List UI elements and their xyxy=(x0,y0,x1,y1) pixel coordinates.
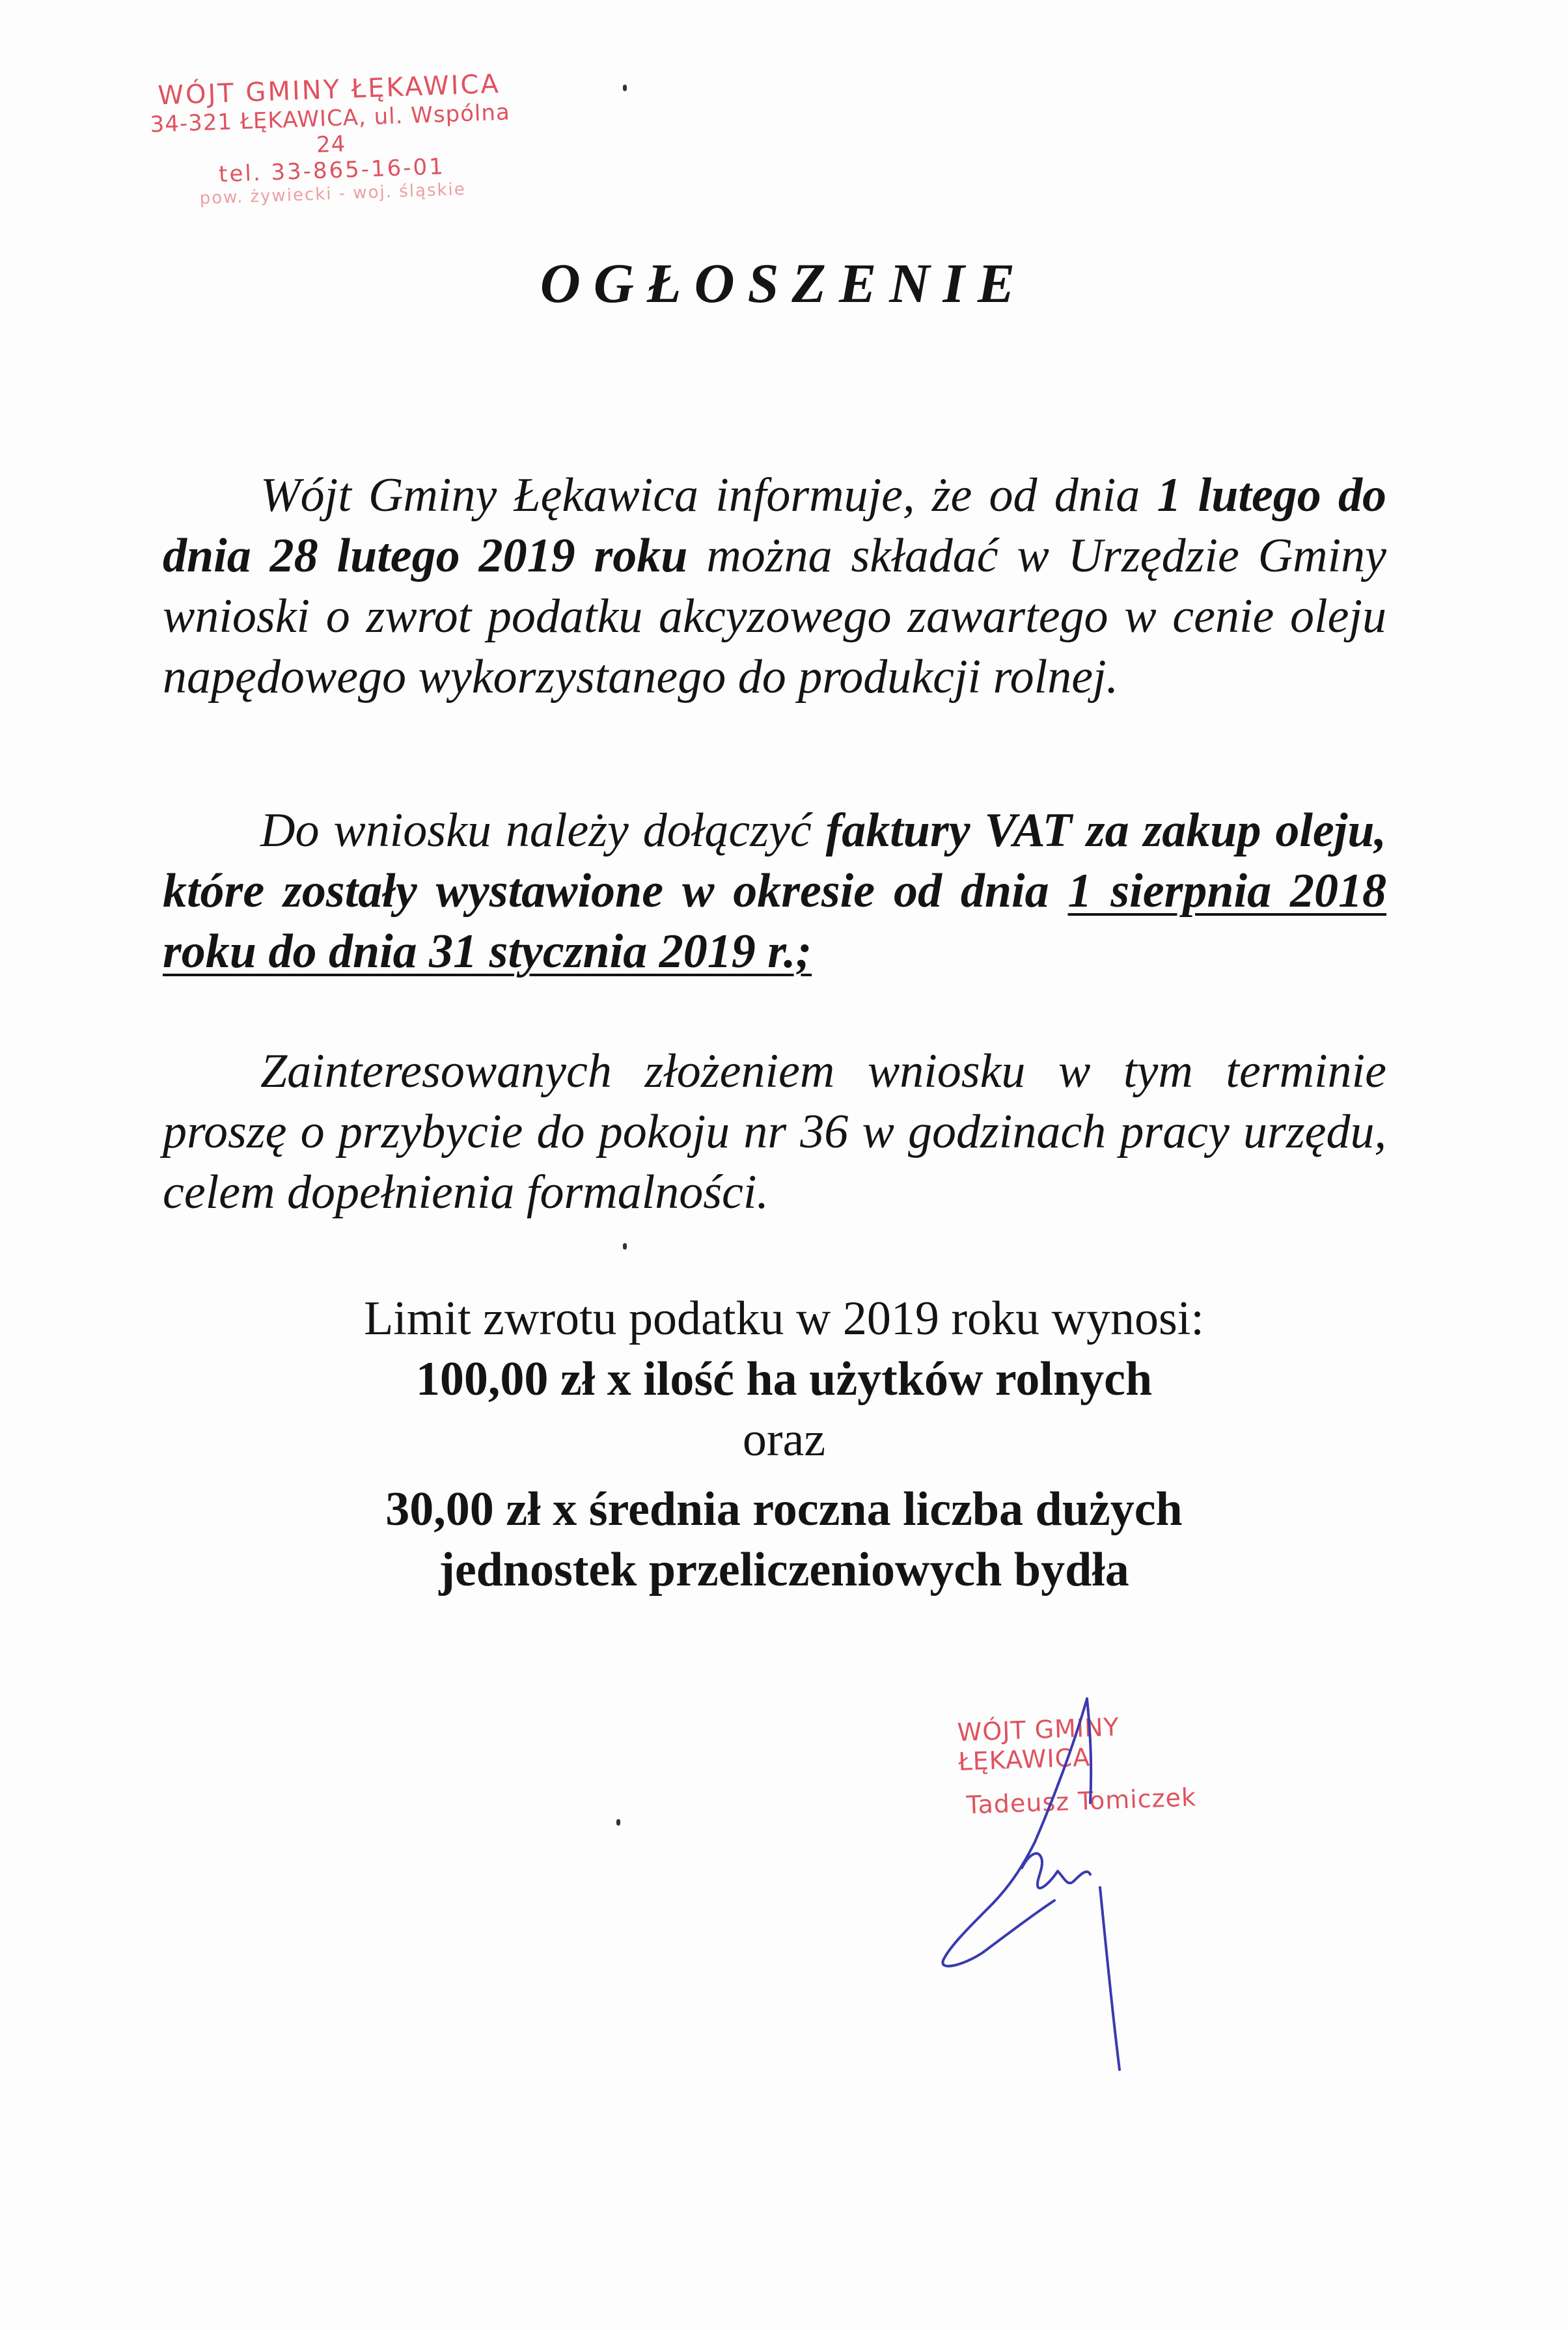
paragraph2-invoice-requirement: faktury VAT za zakup oleju, które zostały wystawione w okresie od dnia xyxy=(163,804,1386,918)
paragraph1-dates: 1 lutego do dnia 28 lutego 2019 roku xyxy=(163,469,1386,582)
paragraph1-text-a: Wójt Gminy Łękawica informuje, że od dnia xyxy=(260,469,1157,522)
scan-speck xyxy=(616,1819,620,1826)
limit-intro: Limit zwrotu podatku w 2019 roku wynosi: xyxy=(364,1292,1204,1345)
paragraph-office-visit xyxy=(163,1041,1386,1223)
scan-speck xyxy=(623,85,627,91)
paragraph2-invoice-period: 1 sierpnia 2018 roku do dnia 31 stycznia 2019 r.; xyxy=(163,864,1387,978)
paragraph2-text-a: Do wniosku należy dołączyć xyxy=(260,804,826,857)
handwritten-signature xyxy=(924,1692,1133,2330)
scan-speck xyxy=(623,1243,627,1250)
limit-per-cattle-line2: jednostek przeliczeniowych bydła xyxy=(439,1543,1129,1597)
signature-stamp-title: WÓJT GMINY ŁĘKAWICA xyxy=(957,1712,1120,1776)
limit-per-hectare: 100,00 zł x ilość ha użytków rolnych xyxy=(415,1352,1153,1406)
paragraph-submission-period xyxy=(163,465,1386,707)
limit-connector: oraz xyxy=(742,1413,826,1466)
stamp-phone: tel. 33-865-16-01 xyxy=(218,154,446,188)
paragraph-invoices xyxy=(163,801,1386,982)
paragraph3-text: Zainteresowanych złożeniem wniosku w tym terminie proszę o przybycie do pokoju nr 36 w godzinach pracy urzędu, celem dopełnienia formalności. xyxy=(163,1045,1386,1219)
stamp-region: pow. żywiecki - woj. śląskie xyxy=(199,179,467,208)
official-stamp-header xyxy=(146,68,516,210)
signature-stamp-name: Tadeusz Tomiczek xyxy=(965,1782,1197,1820)
stamp-address: 34-321 ŁĘKAWICA, ul. Wspólna 24 xyxy=(149,99,511,159)
document-title: OGŁOSZENIE xyxy=(540,252,1028,314)
stamp-office-title: WÓJT GMINY ŁĘKAWICA xyxy=(157,69,501,111)
refund-limit-section xyxy=(0,1289,1568,1600)
paragraph1-text-b: można składać w Urzędzie Gminy wnioski o zwrot podatku akcyzowego zawartego w cenie oleju napędowego wykorzystanego do produkcji rolnej. xyxy=(163,529,1386,704)
limit-per-cattle-line1: 30,00 zł x średnia roczna liczba dużych xyxy=(385,1483,1183,1536)
